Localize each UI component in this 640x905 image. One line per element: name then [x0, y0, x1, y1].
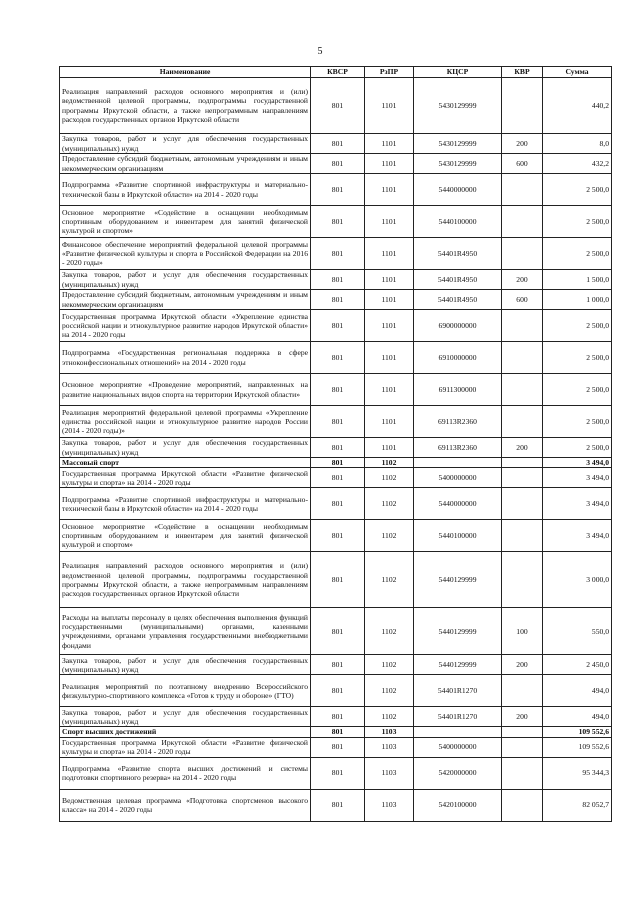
cell-kvsr: 801 — [311, 374, 365, 406]
cell-name: Финансовое обеспечение мероприятий федеральной целевой программы «Развитие физической культуры и спорта в Российской Федерации на 2016 - 2020 годы» — [60, 238, 311, 270]
cell-kcsr: 6911300000 — [414, 374, 502, 406]
table-row — [60, 737, 612, 757]
cell-kvsr: 801 — [311, 707, 365, 727]
table-row — [60, 468, 612, 488]
cell-kvsr: 801 — [311, 134, 365, 154]
table-row — [60, 310, 612, 342]
cell-kcsr: 54401R1270 — [414, 675, 502, 707]
cell-rzpr: 1101 — [365, 206, 414, 238]
cell-kcsr — [414, 458, 502, 468]
cell-kvr — [502, 78, 543, 134]
cell-kcsr: 5420100000 — [414, 789, 502, 821]
cell-rzpr: 1103 — [365, 737, 414, 757]
table-row — [60, 757, 612, 789]
cell-kcsr: 5440100000 — [414, 206, 502, 238]
cell-kvsr: 801 — [311, 270, 365, 290]
cell-kvsr: 801 — [311, 290, 365, 310]
cell-rzpr: 1103 — [365, 757, 414, 789]
cell-name: Подпрограмма «Развитие спортивной инфраструктуры и материально- технической базы в Иркутской области» на 2014 - 2020 годы — [60, 488, 311, 520]
cell-kvsr: 801 — [311, 438, 365, 458]
cell-sum: 3 494,0 — [543, 468, 612, 488]
table-row — [60, 608, 612, 655]
cell-kcsr: 5420000000 — [414, 757, 502, 789]
table-row — [60, 707, 612, 727]
table-row — [60, 342, 612, 374]
table-row — [60, 438, 612, 458]
cell-sum: 8,0 — [543, 134, 612, 154]
cell-sum: 2 500,0 — [543, 310, 612, 342]
cell-kcsr: 5440129999 — [414, 552, 502, 608]
cell-rzpr: 1101 — [365, 270, 414, 290]
cell-name: Закупка товаров, работ и услуг для обеспечения государственных (муниципальных) нужд — [60, 438, 311, 458]
cell-kvr: 200 — [502, 707, 543, 727]
cell-kvr — [502, 406, 543, 438]
cell-name: Ведомственная целевая программа «Подготовка спортсменов высокого класса» на 2014 - 2020 годы — [60, 789, 311, 821]
budget-table — [59, 66, 612, 822]
cell-rzpr: 1101 — [365, 134, 414, 154]
cell-sum: 2 500,0 — [543, 406, 612, 438]
cell-sum: 3 494,0 — [543, 520, 612, 552]
cell-kvr: 200 — [502, 270, 543, 290]
cell-name: Закупка товаров, работ и услуг для обеспечения государственных (муниципальных) нужд — [60, 655, 311, 675]
cell-sum: 2 500,0 — [543, 342, 612, 374]
cell-rzpr: 1103 — [365, 727, 414, 737]
cell-kcsr: 5440100000 — [414, 520, 502, 552]
cell-rzpr: 1102 — [365, 707, 414, 727]
cell-sum: 2 500,0 — [543, 238, 612, 270]
page-number: 5 — [317, 46, 323, 57]
table-row — [60, 238, 612, 270]
cell-name: Основное мероприятие «Проведение мероприятий, направленных на развитие национальных видов спорта на территории Иркутской области» — [60, 374, 311, 406]
header-name: Наименование — [60, 67, 311, 78]
cell-name: Реализация направлений расходов основного мероприятия и (или) ведомственной целевой программы, подпрограммы государственной программы Иркутской области, а также непрограммным направлениям расходов государственных органов Иркутской области — [60, 552, 311, 608]
cell-kcsr: 6910000000 — [414, 342, 502, 374]
cell-name: Реализация направлений расходов основного мероприятия и (или) ведомственной целевой программы, подпрограммы государственной программы Иркутской области, а также непрограммным направлениям расходов государственных органов Иркутской области — [60, 78, 311, 134]
cell-kvr — [502, 374, 543, 406]
cell-name: Реализация мероприятий по поэтапному внедрению Всероссийского физкультурно-спортивного комплекса «Готов к труду и обороне» (ГТО) — [60, 675, 311, 707]
cell-name: Основное мероприятие «Содействие в оснащении необходимым спортивным оборудованием и инвентарем для занятий физической культурой и спортом» — [60, 520, 311, 552]
cell-kvsr: 801 — [311, 552, 365, 608]
cell-rzpr: 1101 — [365, 342, 414, 374]
cell-sum: 494,0 — [543, 675, 612, 707]
cell-name: Предоставление субсидий бюджетным, автономным учреждениям и иным некоммерческим организациям — [60, 154, 311, 174]
cell-kvr — [502, 468, 543, 488]
cell-name: Подпрограмма «Развитие спорта высших достижений и системы подготовки спортивного резерва» на 2014 - 2020 годы — [60, 757, 311, 789]
cell-kcsr: 5430129999 — [414, 134, 502, 154]
cell-name: Государственная программа Иркутской области «Развитие физической культуры и спорта» на 2014 - 2020 годы — [60, 468, 311, 488]
header-kvsr: КВСР — [311, 67, 365, 78]
cell-kvsr: 801 — [311, 789, 365, 821]
cell-sum: 2 450,0 — [543, 655, 612, 675]
table-row — [60, 552, 612, 608]
cell-kvsr: 801 — [311, 757, 365, 789]
table-row — [60, 206, 612, 238]
cell-kvsr: 801 — [311, 655, 365, 675]
cell-rzpr: 1102 — [365, 468, 414, 488]
header-rzpr: РзПР — [365, 67, 414, 78]
cell-kvr — [502, 675, 543, 707]
cell-kvr — [502, 789, 543, 821]
cell-kvsr: 801 — [311, 727, 365, 737]
cell-kvr: 600 — [502, 154, 543, 174]
cell-rzpr: 1101 — [365, 310, 414, 342]
cell-sum: 3 000,0 — [543, 552, 612, 608]
table-row — [60, 154, 612, 174]
table-row — [60, 174, 612, 206]
cell-sum: 109 552,6 — [543, 737, 612, 757]
cell-kvsr: 801 — [311, 608, 365, 655]
cell-rzpr: 1102 — [365, 655, 414, 675]
table-row — [60, 789, 612, 821]
cell-rzpr: 1101 — [365, 78, 414, 134]
cell-sum: 550,0 — [543, 608, 612, 655]
cell-kcsr: 54401R1270 — [414, 707, 502, 727]
cell-kcsr: 6900000000 — [414, 310, 502, 342]
cell-rzpr: 1101 — [365, 174, 414, 206]
cell-kcsr: 5400000000 — [414, 468, 502, 488]
cell-rzpr: 1101 — [365, 406, 414, 438]
cell-kcsr: 54401R4950 — [414, 270, 502, 290]
cell-name: Подпрограмма «Государственная региональная поддержка в сфере этноконфессиональных отношений» на 2014 - 2020 годы — [60, 342, 311, 374]
cell-kcsr: 5400000000 — [414, 737, 502, 757]
table-header-row — [60, 67, 612, 78]
cell-kvsr: 801 — [311, 310, 365, 342]
cell-kcsr: 69113R2360 — [414, 438, 502, 458]
cell-sum: 2 500,0 — [543, 374, 612, 406]
table-row — [60, 270, 612, 290]
cell-kcsr: 69113R2360 — [414, 406, 502, 438]
cell-name: Закупка товаров, работ и услуг для обеспечения государственных (муниципальных) нужд — [60, 270, 311, 290]
table-row — [60, 458, 612, 468]
cell-kvsr: 801 — [311, 737, 365, 757]
cell-sum: 82 052,7 — [543, 789, 612, 821]
cell-name: Спорт высших достижений — [60, 727, 311, 737]
cell-kvsr: 801 — [311, 78, 365, 134]
cell-kcsr: 5440129999 — [414, 655, 502, 675]
table-row — [60, 675, 612, 707]
cell-kvr: 600 — [502, 290, 543, 310]
cell-kvr — [502, 174, 543, 206]
cell-name: Подпрограмма «Развитие спортивной инфраструктуры и материально- технической базы в Иркутской области» на 2014 - 2020 годы — [60, 174, 311, 206]
cell-sum: 95 344,3 — [543, 757, 612, 789]
cell-kvr — [502, 342, 543, 374]
table-row — [60, 134, 612, 154]
cell-sum: 109 552,6 — [543, 727, 612, 737]
cell-rzpr: 1101 — [365, 154, 414, 174]
table-row — [60, 655, 612, 675]
cell-kcsr: 54401R4950 — [414, 238, 502, 270]
cell-rzpr: 1102 — [365, 675, 414, 707]
cell-kcsr: 5440000000 — [414, 488, 502, 520]
table-row — [60, 488, 612, 520]
cell-sum: 440,2 — [543, 78, 612, 134]
cell-kvsr: 801 — [311, 488, 365, 520]
cell-kcsr — [414, 727, 502, 737]
cell-kvsr: 801 — [311, 342, 365, 374]
cell-sum: 2 500,0 — [543, 438, 612, 458]
header-kvr: КВР — [502, 67, 543, 78]
cell-kcsr: 5430129999 — [414, 78, 502, 134]
cell-sum: 2 500,0 — [543, 174, 612, 206]
cell-name: Государственная программа Иркутской области «Развитие физической культуры и спорта» на 2014 - 2020 годы — [60, 737, 311, 757]
cell-kvsr: 801 — [311, 206, 365, 238]
cell-kvr — [502, 238, 543, 270]
cell-sum: 432,2 — [543, 154, 612, 174]
cell-kvsr: 801 — [311, 458, 365, 468]
cell-kvsr: 801 — [311, 238, 365, 270]
cell-rzpr: 1101 — [365, 438, 414, 458]
cell-kvsr: 801 — [311, 406, 365, 438]
cell-kcsr: 54401R4950 — [414, 290, 502, 310]
cell-name: Государственная программа Иркутской области «Укрепление единства российской нации и этнокультурное развитие народов Иркутской области» на 2014 - 2020 годы — [60, 310, 311, 342]
cell-sum: 1 000,0 — [543, 290, 612, 310]
cell-kvr — [502, 737, 543, 757]
cell-kvsr: 801 — [311, 154, 365, 174]
cell-rzpr: 1102 — [365, 520, 414, 552]
cell-sum: 3 494,0 — [543, 458, 612, 468]
header-sum: Сумма — [543, 67, 612, 78]
cell-kvr — [502, 458, 543, 468]
cell-sum: 1 500,0 — [543, 270, 612, 290]
cell-rzpr: 1101 — [365, 374, 414, 406]
cell-name: Закупка товаров, работ и услуг для обеспечения государственных (муниципальных) нужд — [60, 707, 311, 727]
cell-rzpr: 1101 — [365, 238, 414, 270]
cell-sum: 2 500,0 — [543, 206, 612, 238]
cell-sum: 494,0 — [543, 707, 612, 727]
table-row — [60, 727, 612, 737]
cell-rzpr: 1102 — [365, 608, 414, 655]
table-row — [60, 406, 612, 438]
cell-kvsr: 801 — [311, 675, 365, 707]
cell-kvr: 100 — [502, 608, 543, 655]
cell-rzpr: 1102 — [365, 552, 414, 608]
cell-kvr — [502, 488, 543, 520]
table-row — [60, 78, 612, 134]
cell-kvr: 200 — [502, 655, 543, 675]
cell-kvsr: 801 — [311, 174, 365, 206]
cell-kvr — [502, 520, 543, 552]
cell-rzpr: 1101 — [365, 290, 414, 310]
cell-name: Закупка товаров, работ и услуг для обеспечения государственных (муниципальных) нужд — [60, 134, 311, 154]
cell-kcsr: 5440129999 — [414, 608, 502, 655]
cell-name: Предоставление субсидий бюджетным, автономным учреждениям и иным некоммерческим организациям — [60, 290, 311, 310]
table-row — [60, 290, 612, 310]
cell-rzpr: 1103 — [365, 789, 414, 821]
cell-kvsr: 801 — [311, 468, 365, 488]
cell-kvr — [502, 310, 543, 342]
cell-rzpr: 1102 — [365, 458, 414, 468]
cell-kcsr: 5440000000 — [414, 174, 502, 206]
cell-name: Расходы на выплаты персоналу в целях обеспечения выполнения функций государственными (муниципальными) органами, казенными учреждениями, органами управления государственными внебюджетными фондами — [60, 608, 311, 655]
cell-sum: 3 494,0 — [543, 488, 612, 520]
table-row — [60, 520, 612, 552]
cell-kvr — [502, 727, 543, 737]
cell-kvr — [502, 757, 543, 789]
cell-rzpr: 1102 — [365, 488, 414, 520]
header-kcsr: КЦСР — [414, 67, 502, 78]
cell-kvr: 200 — [502, 438, 543, 458]
cell-name: Реализация мероприятий федеральной целевой программы «Укрепление единства российской нации и этнокультурное развитие народов России (2014 - 2020 годы)» — [60, 406, 311, 438]
cell-kcsr: 5430129999 — [414, 154, 502, 174]
cell-kvsr: 801 — [311, 520, 365, 552]
table-row — [60, 374, 612, 406]
cell-name: Основное мероприятие «Содействие в оснащении необходимым спортивным оборудованием и инвентарем для занятий физической культурой и спортом» — [60, 206, 311, 238]
cell-kvr — [502, 552, 543, 608]
cell-kvr — [502, 206, 543, 238]
cell-kvr: 200 — [502, 134, 543, 154]
cell-name: Массовый спорт — [60, 458, 311, 468]
